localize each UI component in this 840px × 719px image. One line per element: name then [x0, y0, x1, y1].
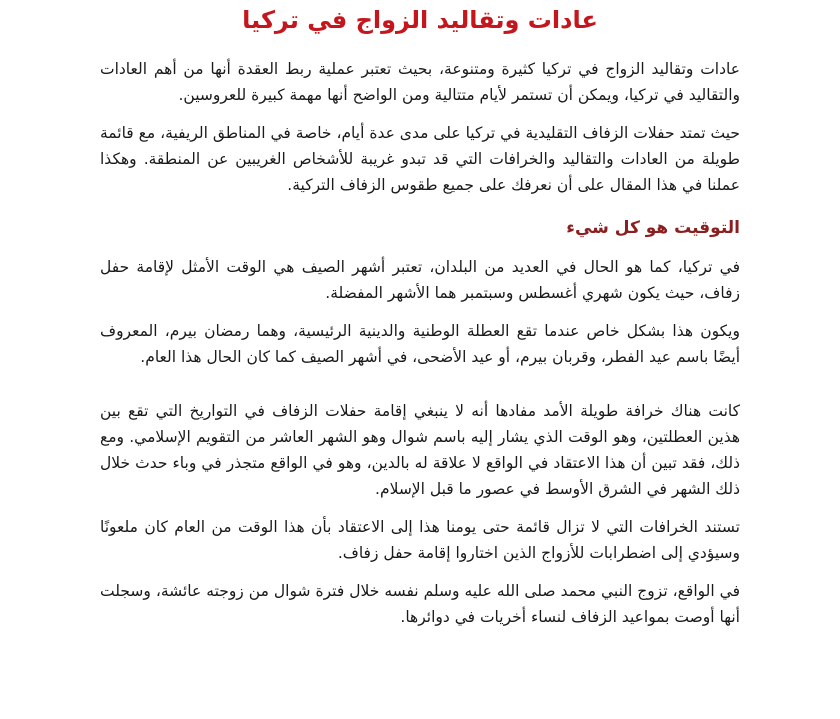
section-paragraph-1: في تركيا، كما هو الحال في العديد من البلدان، تعتبر أشهر الصيف هي الوقت الأمثل لإقامة حفل زفاف، حيث يكون شهري أغسطس وسبتمبر هما الأشهر المفضلة.	[100, 258, 740, 302]
intro-paragraph-2: حيث تمتد حفلات الزفاف التقليدية في تركيا على مدى عدة أيام، خاصة في المناطق الريفية، مع قائمة طويلة من العادات والتقاليد والخرافات التي قد تبدو غريبة للأشخاص الغريبين عن المنطقة. وهكذا عملنا في هذا المقال على أن نعرفك على جميع طقوس الزفاف التركية.	[100, 124, 740, 194]
intro-paragraph-1: عادات وتقاليد الزواج في تركيا كثيرة ومتنوعة، بحيث تعتبر عملية ربط العقدة أنها من أهم العادات والتقاليد في تركيا، ويمكن أن تستمر لأيام متتالية ومن الواضح أنها مهمة كبيرة للعروسين.	[100, 60, 740, 104]
section-paragraph-4: تستند الخرافات التي لا تزال قائمة حتى يومنا هذا إلى الاعتقاد بأن هذا الوقت من العام كان ملعونًا وسيؤدي إلى اضطرابات للأزواج الذين اختاروا إقامة حفل زفاف.	[100, 518, 740, 562]
section-heading-timing: التوقيت هو كل شيء	[566, 218, 740, 238]
section-paragraph-3: كانت هناك خرافة طويلة الأمد مفادها أنه لا ينبغي إقامة حفلات الزفاف في التواريخ التي تقع بين هذين العطلتين، وهو الوقت الذي يشار إليه باسم شوال وهو الشهر العاشر من التقويم الإسلامي. ومع ذلك، فقد تبين أن هذا الاعتقاد في الواقع لا علاقة له بالدين، وهو في الواقع متجذر في وباء حدث خلال ذلك الشهر في الشرق الأوسط في عصور ما قبل الإسلام.	[100, 402, 740, 498]
section-paragraph-2: ويكون هذا بشكل خاص عندما تقع العطلة الوطنية والدينية الرئيسية، وهما رمضان بيرم، المعروف أيضًا باسم عيد الفطر، وقربان بيرم، أو عيد الأضحى، في أشهر الصيف كما كان الحال هذا العام.	[100, 322, 740, 366]
section-paragraph-5: في الواقع، تزوج النبي محمد صلى الله عليه وسلم نفسه خلال فترة شوال من زوجته عائشة، وسجلت أنها أوصت بمواعيد الزفاف لنساء أخريات في دوائرها.	[100, 582, 740, 626]
article-body	[100, 56, 740, 642]
article-title: عادات وتقاليد الزواج في تركيا	[242, 6, 598, 34]
